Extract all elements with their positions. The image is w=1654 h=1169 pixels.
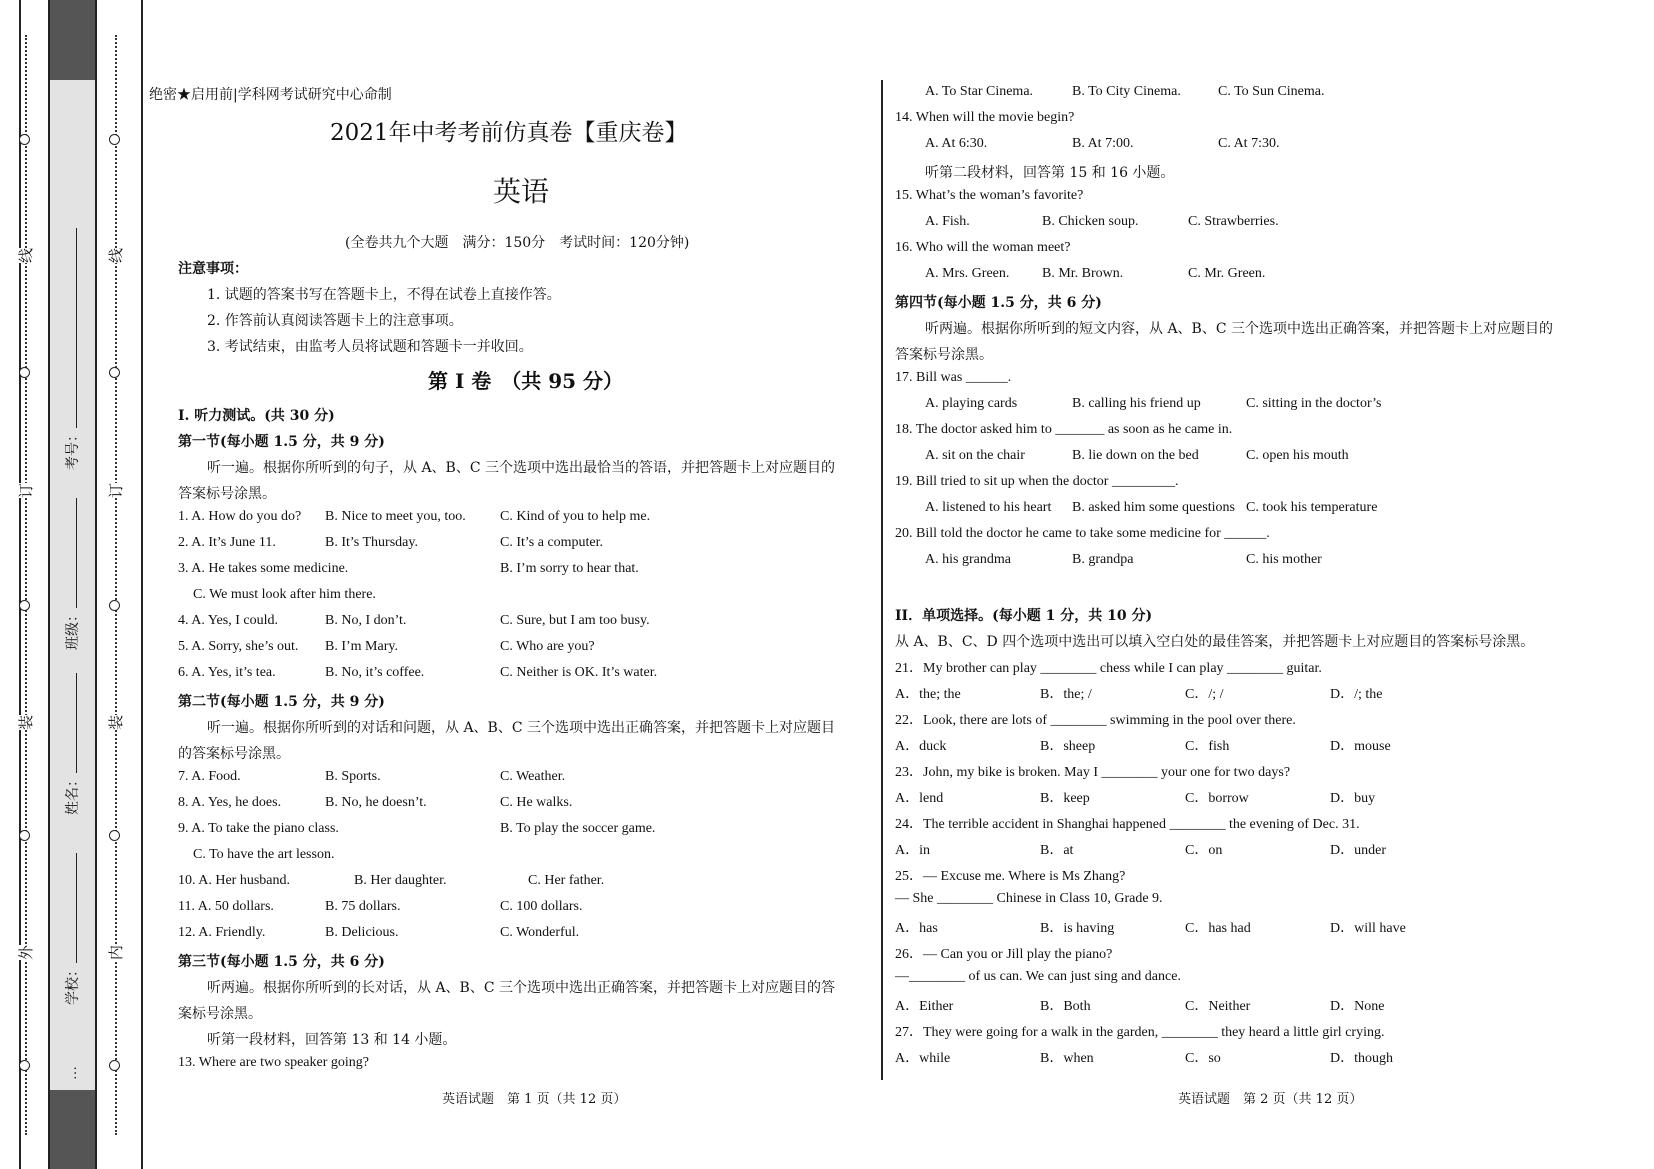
s3-heading: 第三节(每小题 1.5 分，共 6 分) [178, 954, 385, 970]
q26: 26．— Can you or Jill play the piano? [895, 947, 1113, 962]
q13-a: A. To Star Cinema. [925, 84, 1034, 99]
q10-b: B. Her daughter. [354, 873, 447, 888]
s2-instr-2: 的答案标号涂黑。 [178, 746, 290, 762]
q14-a: A. At 6:30. [925, 136, 988, 151]
q15-b: B. Chicken soup. [1042, 214, 1139, 229]
footer-page-1: 英语试题 第 1 页（共 12 页） [442, 1092, 627, 1107]
q14-b: B. At 7:00. [1072, 136, 1134, 151]
column-divider [881, 80, 883, 1080]
q2-b: B. It’s Thursday. [325, 535, 418, 550]
inner-cut-line [115, 35, 117, 1135]
class-field: 班级： [62, 498, 82, 650]
q20-c: C. his mother [1246, 552, 1322, 567]
q21-b: B．the; / [1040, 687, 1092, 702]
q16-a: A. Mrs. Green. [925, 266, 1010, 281]
q25-d: D．will have [1330, 921, 1406, 936]
q26-line2: —________ of us can. We can just sing and dance. [895, 969, 1181, 984]
note-3: 3. 考试结束，由监考人员将试题和答题卡一并收回。 [207, 339, 533, 355]
q10-a: 10. A. Her husband. [178, 873, 290, 888]
inner-char-xian: 线 [107, 247, 126, 264]
q21-a: A．the; the [895, 687, 961, 702]
q4-b: B. No, I don’t. [325, 613, 407, 628]
q12-c: C. Wonderful. [500, 925, 580, 940]
q3-a: 3. A. He takes some medicine. [178, 561, 349, 576]
q18-b: B. lie down on the bed [1072, 448, 1199, 463]
s3-instr-2: 案标号涂黑。 [178, 1006, 262, 1022]
q7-a: 7. A. Food. [178, 769, 241, 784]
q21-c: C．/; / [1185, 687, 1224, 702]
q26-a: A．Either [895, 999, 954, 1014]
q12-a: 12. A. Friendly. [178, 925, 266, 940]
q24-d: D．under [1330, 843, 1386, 858]
material-2: 听第二段材料，回答第 15 和 16 小题。 [925, 165, 1175, 181]
q23-b: B．keep [1040, 791, 1090, 806]
q25-line2: — She ________ Chinese in Class 10, Grade 9. [895, 891, 1163, 906]
q5-a: 5. A. Sorry, she’s out. [178, 639, 299, 654]
q11-a: 11. A. 50 dollars. [178, 899, 274, 914]
q1-c: C. Kind of you to help me. [500, 509, 651, 524]
q3-c: C. We must look after him there. [193, 587, 376, 602]
q17: 17. Bill was ______. [895, 370, 1012, 385]
q24-b: B．at [1040, 843, 1074, 858]
q8-b: B. No, he doesn’t. [325, 795, 427, 810]
q19: 19. Bill tried to sit up when the doctor _________. [895, 474, 1179, 489]
q8-c: C. He walks. [500, 795, 573, 810]
q27: 27．They were going for a walk in the garden, ________ they heard a little girl crying. [895, 1025, 1385, 1040]
section2-instr: 从 A、B、C、D 四个选项中选出可以填入空白处的最佳答案，并把答题卡上对应题目的答案标号涂黑。 [895, 634, 1535, 650]
s1-instr-1: 听一遍。根据你所听到的句子，从 A、B、C 三个选项中选出最恰当的答语，并把答题卡上对应题目的 [207, 460, 836, 476]
q14-c: C. At 7:30. [1218, 136, 1280, 151]
q25-c: C．has had [1185, 921, 1251, 936]
q8-a: 8. A. Yes, he does. [178, 795, 282, 810]
outer-circle-2 [19, 367, 30, 378]
outer-char-ding: 订 [17, 482, 36, 499]
q24-c: C．on [1185, 843, 1223, 858]
q15-a: A. Fish. [925, 214, 970, 229]
q7-c: C. Weather. [500, 769, 566, 784]
q12-b: B. Delicious. [325, 925, 399, 940]
s4-heading: 第四节(每小题 1.5 分，共 6 分) [895, 295, 1102, 311]
q6-b: B. No, it’s coffee. [325, 665, 425, 680]
q25: 25．— Excuse me. Where is Ms Zhang? [895, 869, 1126, 884]
q4-a: 4. A. Yes, I could. [178, 613, 278, 628]
s4-instr-2: 答案标号涂黑。 [895, 347, 993, 363]
outer-char-zhuang: 装 [17, 714, 36, 731]
inner-circle-3 [109, 600, 120, 611]
q16-b: B. Mr. Brown. [1042, 266, 1124, 281]
q23: 23．John, my bike is broken. May I ________ your one for two days? [895, 765, 1291, 780]
q9-a: 9. A. To take the piano class. [178, 821, 339, 836]
inner-circle-4 [109, 830, 120, 841]
q9-b: B. To play the soccer game. [500, 821, 656, 836]
exam-number-field: 考号： [62, 228, 82, 470]
q21-d: D．/; the [1330, 687, 1383, 702]
q13-b: B. To City Cinema. [1072, 84, 1181, 99]
band-ellipsis: … [65, 1066, 80, 1080]
q2-c: C. It’s a computer. [500, 535, 604, 550]
q18-a: A. sit on the chair [925, 448, 1025, 463]
q20-a: A. his grandma [925, 552, 1011, 567]
note-2: 2. 作答前认真阅读答题卡上的注意事项。 [207, 313, 463, 329]
q21: 21．My brother can play ________ chess while I can play ________ guitar. [895, 661, 1322, 676]
q9-c: C. To have the art lesson. [193, 847, 335, 862]
q20-b: B. grandpa [1072, 552, 1134, 567]
q3-b: B. I’m sorry to hear that. [500, 561, 639, 576]
q22-a: A．duck [895, 739, 947, 754]
s1-instr-2: 答案标号涂黑。 [178, 486, 276, 502]
q14: 14. When will the movie begin? [895, 110, 1075, 125]
q27-a: A．while [895, 1051, 951, 1066]
q27-d: D．though [1330, 1051, 1393, 1066]
q23-d: D．buy [1330, 791, 1376, 806]
inner-char-ding: 订 [107, 482, 126, 499]
s3-instr-1: 听两遍。根据你所听到的长对话，从 A、B、C 三个选项中选出正确答案，并把答题卡上对应题目的答 [207, 980, 836, 996]
q19-a: A. listened to his heart [925, 500, 1052, 515]
q6-a: 6. A. Yes, it’s tea. [178, 665, 276, 680]
q15: 15. What’s the woman’s favorite? [895, 188, 1084, 203]
q26-d: D．None [1330, 999, 1385, 1014]
q22-d: D．mouse [1330, 739, 1391, 754]
q1-b: B. Nice to meet you, too. [325, 509, 466, 524]
q22-c: C．fish [1185, 739, 1230, 754]
inner-char-zhuang: 装 [107, 714, 126, 731]
inner-char-nei: 内 [107, 944, 126, 961]
q13: 13. Where are two speaker going? [178, 1055, 369, 1070]
q18-c: C. open his mouth [1246, 448, 1349, 463]
q6-c: C. Neither is OK. It’s water. [500, 665, 658, 680]
s2-heading: 第二节(每小题 1.5 分，共 9 分) [178, 694, 385, 710]
s4-instr-1: 听两遍。根据你所听到的短文内容，从 A、B、C 三个选项中选出正确答案，并把答题卡上对应题目的 [925, 321, 1554, 337]
q5-c: C. Who are you? [500, 639, 595, 654]
q16: 16. Who will the woman meet? [895, 240, 1071, 255]
outer-circle-4 [19, 830, 30, 841]
name-field: 姓名： [62, 673, 82, 815]
q5-b: B. I’m Mary. [325, 639, 398, 654]
q16-c: C. Mr. Green. [1188, 266, 1266, 281]
outer-cut-line [25, 35, 27, 1135]
s1-heading: 第一节(每小题 1.5 分，共 9 分) [178, 434, 385, 450]
note-1: 1. 试题的答案书写在答题卡上，不得在试卷上直接作答。 [207, 287, 561, 303]
q23-c: C．borrow [1185, 791, 1249, 806]
s3-material: 听第一段材料，回答第 13 和 14 小题。 [207, 1032, 457, 1048]
q2-a: 2. A. It’s June 11. [178, 535, 276, 550]
school-field: 学校： [62, 853, 82, 1005]
q24: 24．The terrible accident in Shanghai happened ________ the evening of Dec. 31. [895, 817, 1360, 832]
q26-b: B．Both [1040, 999, 1091, 1014]
q27-c: C．so [1185, 1051, 1221, 1066]
q15-c: C. Strawberries. [1188, 214, 1279, 229]
q17-c: C. sitting in the doctor’s [1246, 396, 1382, 411]
q23-a: A．lend [895, 791, 944, 806]
q25-b: B．is having [1040, 921, 1115, 936]
q19-c: C. took his temperature [1246, 500, 1378, 515]
notes-heading: 注意事项： [178, 261, 248, 277]
subject-title: 英语 [493, 175, 550, 208]
q10-c: C. Her father. [528, 873, 605, 888]
outer-circle-5 [19, 1060, 30, 1071]
secret-line: 绝密★启用前|学科网考试研究中心命制 [149, 87, 392, 103]
q20: 20. Bill told the doctor he came to take some medicine for ______. [895, 526, 1270, 541]
footer-page-2: 英语试题 第 2 页（共 12 页） [1178, 1092, 1363, 1107]
q1-a: 1. A. How do you do? [178, 509, 302, 524]
bottom-dark-band [48, 1090, 97, 1169]
top-dark-band [48, 0, 97, 80]
section2-title: II．单项选择。(每小题 1 分，共 10 分) [895, 608, 1153, 624]
q25-a: A．has [895, 921, 938, 936]
q22: 22．Look, there are lots of ________ swimming in the pool over there. [895, 713, 1296, 728]
q17-a: A. playing cards [925, 396, 1018, 411]
q27-b: B．when [1040, 1051, 1094, 1066]
outer-char-wai: 外 [17, 944, 36, 961]
exam-meta: (全卷共九个大题 满分：150分 考试时间：120分钟) [345, 235, 690, 251]
inner-circle-2 [109, 367, 120, 378]
q19-b: B. asked him some questions [1072, 500, 1235, 515]
s2-instr-1: 听一遍。根据你所听到的对话和问题，从 A、B、C 三个选项中选出正确答案，并把答题卡上对应题目 [207, 720, 836, 736]
q17-b: B. calling his friend up [1072, 396, 1201, 411]
inner-circle-5 [109, 1060, 120, 1071]
q11-c: C. 100 dollars. [500, 899, 583, 914]
exam-title: 2021年中考考前仿真卷【重庆卷】 [330, 120, 688, 146]
inner-circle-1 [109, 134, 120, 145]
outer-circle-1 [19, 134, 30, 145]
q26-c: C．Neither [1185, 999, 1251, 1014]
q7-b: B. Sports. [325, 769, 381, 784]
outer-circle-3 [19, 600, 30, 611]
q13-c: C. To Sun Cinema. [1218, 84, 1325, 99]
q22-b: B．sheep [1040, 739, 1096, 754]
q11-b: B. 75 dollars. [325, 899, 401, 914]
section1-title: I. 听力测试。(共 30 分) [178, 408, 335, 424]
q18: 18. The doctor asked him to _______ as soon as he came in. [895, 422, 1233, 437]
q4-c: C. Sure, but I am too busy. [500, 613, 650, 628]
q24-a: A．in [895, 843, 930, 858]
part1-title: 第 I 卷 （共 95 分） [428, 369, 624, 393]
outer-char-xian: 线 [17, 247, 36, 264]
